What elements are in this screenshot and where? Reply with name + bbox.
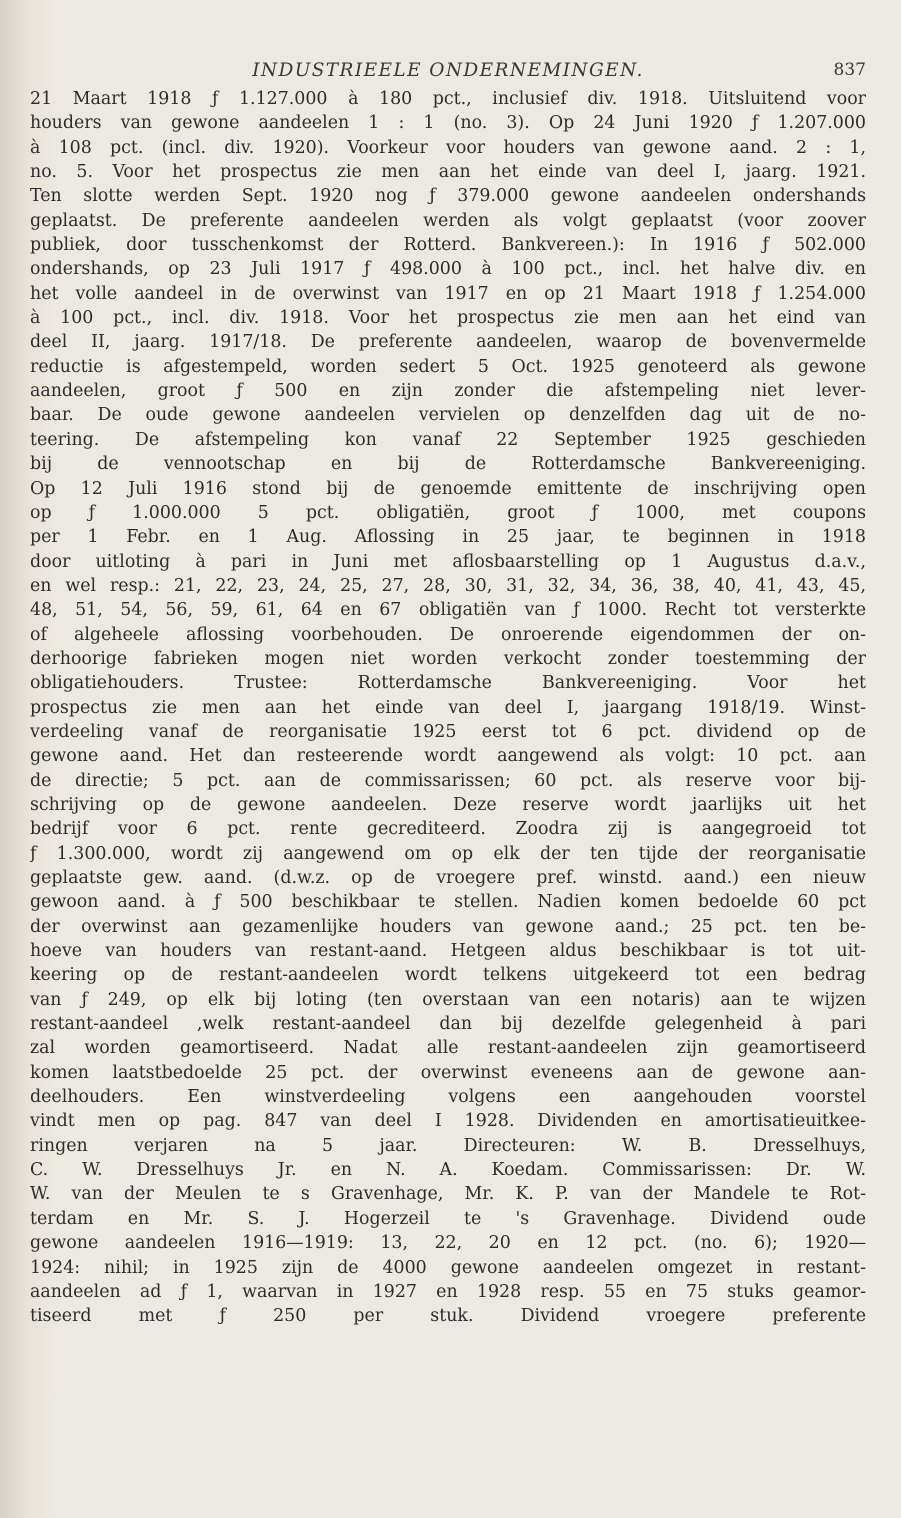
text-line: teering. De afstempeling kon vanaf 22 September 1925 geschieden — [30, 429, 866, 450]
text-line: zal worden geamortiseerd. Nadat alle restant-aandeelen zijn geamortiseerd — [30, 1038, 866, 1059]
text-line: à 100 pct., incl. div. 1918. Voor het prospectus zie men aan het eind van — [30, 308, 866, 329]
text-line: het volle aandeel in de overwinst van 1917 en op 21 Maart 1918 ƒ 1.254.000 — [30, 283, 866, 304]
text-line: Ten slotte werden Sept. 1920 nog ƒ 379.000 gewone aandeelen ondershands — [30, 186, 866, 207]
running-title: INDUSTRIEELE ONDERNEMINGEN. — [252, 60, 644, 81]
text-line: van ƒ 249, op elk bij loting (ten overstaan van een notaris) aan te wijzen — [30, 989, 866, 1010]
text-line: op ƒ 1.000.000 5 pct. obligatiën, groot ƒ 1000, met coupons — [30, 502, 866, 523]
text-line: schrijving op de gewone aandeelen. Deze reserve wordt jaarlijks uit het — [30, 794, 866, 815]
text-line: houders van gewone aandeelen 1 : 1 (no. 3). Op 24 Juni 1920 ƒ 1.207.000 — [30, 113, 866, 134]
text-line: per 1 Febr. en 1 Aug. Aflossing in 25 jaar, te beginnen in 1918 — [30, 527, 866, 548]
text-line: reductie is afgestempeld, worden sedert 5 Oct. 1925 genoteerd als gewone — [30, 356, 866, 377]
text-line: aandeelen, groot ƒ 500 en zijn zonder die afstempeling niet lever- — [30, 381, 866, 402]
text-line: geplaatst. De preferente aandeelen werden als volgt geplaatst (voor zoover — [30, 210, 866, 231]
text-line: prospectus zie men aan het einde van deel I, jaargang 1918/19. Winst- — [30, 697, 866, 718]
text-line: restant-aandeel ,welk restant-aandeel dan bij dezelfde gelegenheid à pari — [30, 1014, 866, 1035]
text-line: aandeelen ad ƒ 1, waarvan in 1927 en 1928 resp. 55 en 75 stuks geamor- — [30, 1281, 866, 1302]
text-line: bedrijf voor 6 pct. rente gecrediteerd. Zoodra zij is aangegroeid tot — [30, 819, 866, 840]
text-line: 21 Maart 1918 ƒ 1.127.000 à 180 pct., inclusief div. 1918. Uitsluitend voor — [30, 89, 866, 109]
text-line: verdeeling vanaf de reorganisatie 1925 eerst tot 6 pct. dividend op de — [30, 721, 866, 742]
text-line: komen laatstbedoelde 25 pct. der overwinst eveneens aan de gewone aan- — [30, 1062, 866, 1083]
text-line: en wel resp.: 21, 22, 23, 24, 25, 27, 28, 30, 31, 32, 34, 36, 38, 40, 41, 43, 45, — [30, 575, 866, 596]
text-line: tiseerd met ƒ 250 per stuk. Dividend vroegere preferente — [30, 1306, 866, 1327]
text-line: baar. De oude gewone aandeelen vervielen op denzelfden dag uit de no- — [30, 405, 866, 426]
text-line: geplaatste gew. aand. (d.w.z. op de vroegere pref. winstd. aand.) een nieuw — [30, 868, 866, 888]
text-line: obligatiehouders. Trustee: Rotterdamsche Bankvereeniging. Voor het — [30, 673, 866, 694]
text-line: deelhouders. Een winstverdeeling volgens een aangehouden voorstel — [30, 1087, 866, 1108]
text-line: of algeheele aflossing voorbehouden. De onroerende eigendommen der on- — [30, 624, 866, 645]
text-line: keering op de restant-aandeelen wordt telkens uitgekeerd tot een bedrag — [30, 965, 866, 986]
text-line: de directie; 5 pct. aan de commissarissen; 60 pct. als reserve voor bij- — [30, 770, 866, 791]
text-line: 1924: nihil; in 1925 zijn de 4000 gewone aandeelen omgezet in restant- — [30, 1257, 866, 1278]
text-line: vindt men op pag. 847 van deel I 1928. Dividenden en amortisatieuitkee- — [30, 1111, 866, 1132]
text-line: deel II, jaarg. 1917/18. De preferente aandeelen, waarop de bovenvermelde — [30, 332, 866, 353]
text-line: publiek, door tusschenkomst der Rotterd. Bankvereen.): In 1916 ƒ 502.000 — [30, 235, 866, 256]
page-number: 837 — [833, 60, 866, 80]
text-line: gewone aand. Het dan resteerende wordt aangewend als volgt: 10 pct. aan — [30, 746, 866, 767]
text-line: derhoorige fabrieken mogen niet worden verkocht zonder toestemming der — [30, 648, 866, 669]
text-line: ringen verjaren na 5 jaar. Directeuren: W. B. Dresselhuys, — [30, 1135, 866, 1156]
text-line: gewone aandeelen 1916—1919: 13, 22, 20 en 12 pct. (no. 6); 1920— — [30, 1233, 866, 1254]
text-line: W. van der Meulen te s Gravenhage, Mr. K. P. van der Mandele te Rot- — [30, 1184, 866, 1205]
text-line: C. W. Dresselhuys Jr. en N. A. Koedam. Commissarissen: Dr. W. — [30, 1160, 866, 1181]
text-line: hoeve van houders van restant-aand. Hetgeen aldus beschikbaar is tot uit- — [30, 941, 866, 962]
text-line: 48, 51, 54, 56, 59, 61, 64 en 67 obligatiën van ƒ 1000. Recht tot versterkte — [30, 600, 866, 621]
text-line: door uitloting à pari in Juni met aflosbaarstelling op 1 Augustus d.a.v., — [30, 551, 866, 572]
text-line: gewoon aand. à ƒ 500 beschikbaar te stellen. Nadien komen bedoelde 60 pct — [30, 892, 866, 913]
text-line: Op 12 Juli 1916 stond bij de genoemde emittente de inschrijving open — [30, 478, 866, 499]
text-line: no. 5. Voor het prospectus zie men aan het einde van deel I, jaarg. 1921. — [30, 162, 866, 183]
body-text — [30, 87, 866, 1329]
text-line: der overwinst aan gezamenlijke houders van gewone aand.; 25 pct. ten be- — [30, 916, 866, 937]
text-line: terdam en Mr. S. J. Hogerzeil te 's Gravenhage. Dividend oude — [30, 1208, 866, 1229]
text-line: bij de vennootschap en bij de Rotterdamsche Bankvereeniging. — [30, 454, 866, 475]
text-line: ondershands, op 23 Juli 1917 ƒ 498.000 à 100 pct., incl. het halve div. en — [30, 259, 866, 280]
text-line: à 108 pct. (incl. div. 1920). Voorkeur voor houders van gewone aand. 2 : 1, — [30, 137, 866, 158]
page-header — [30, 60, 866, 86]
text-line: ƒ 1.300.000, wordt zij aangewend om op elk der ten tijde der reorganisatie — [30, 843, 866, 864]
